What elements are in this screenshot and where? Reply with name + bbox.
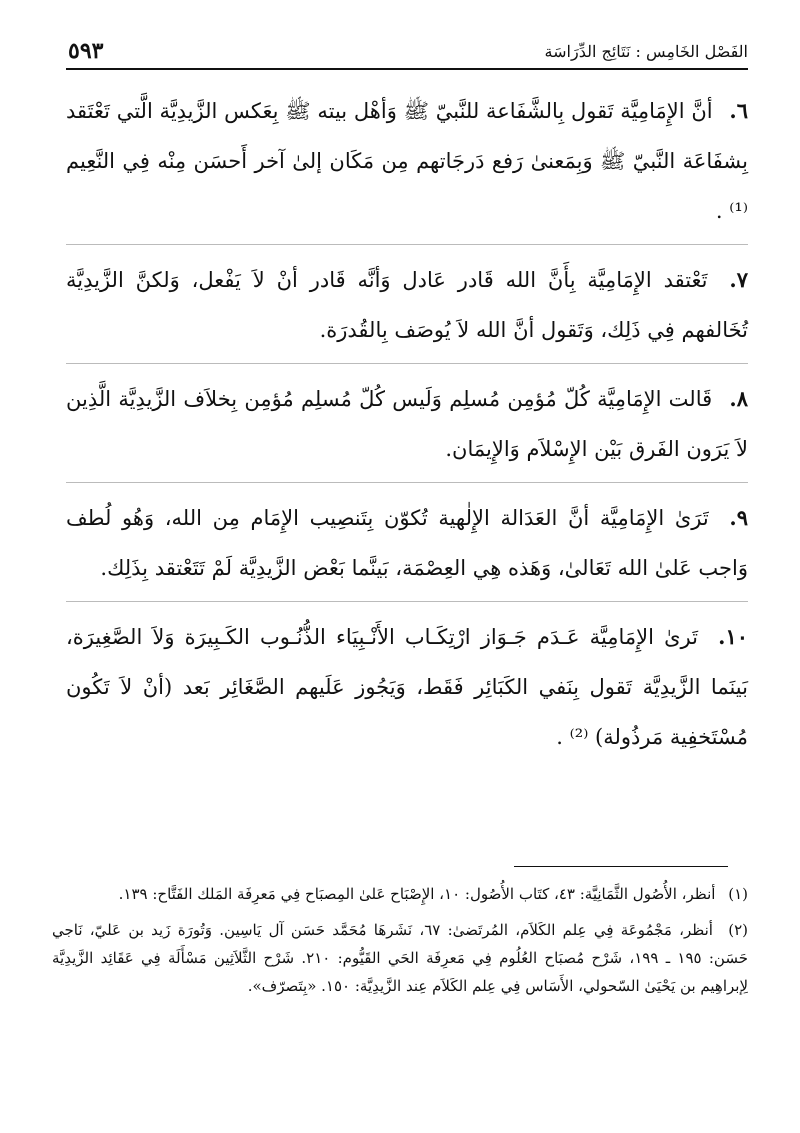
footnote-rule (514, 866, 728, 867)
list-item (66, 612, 748, 762)
item-number: ٧. (729, 267, 748, 292)
page-header (68, 28, 748, 68)
divider (66, 601, 748, 602)
main-text (66, 86, 748, 770)
divider (66, 482, 748, 483)
item-number: ٨. (729, 386, 748, 411)
divider (66, 363, 748, 364)
item-text: قَالت الإِمَامِيَّة كُلّ مُؤمِن مُسلِم وَلَيس كُلّ مُسلِم مُؤمِن بِخلاَف الزَّيدِيَّة الَّذِين لاَ يَرَون الفَرق بَيْن الإِسْلاَم وَالإِيمَان. (66, 387, 748, 461)
footnote-text: أنظر، مَجْمُوعَة فِي عِلم الكَلاَم، المُرتَضىٰ: ٦٧، نَشَرهَا مُحَمَّد حَسَن آل يَاسِين. وَتُورَة زَيد بن عَليّ، نَاجي حَسَن: ١٩٥ ـ ١٩٩، شَرْح مُصبَاح العُلُوم فِي مَعرِفَة الحَي القَيُّوم: ٢١٠. شَرْح الثَّلاَثِين مَسْأَلَة فِي عَقَائِد الزَّيدِيَّة لِإبراهِيم بن يَحْيَىٰ السّحولي، الأَسَاس فِي عِلم الكَلاَم عِند الزَّيدِيَّة: ١٥٠. «بِتَصرّف». (52, 921, 748, 995)
list-item (66, 374, 748, 474)
footnote-number: (١) (728, 885, 748, 903)
footnotes (52, 880, 748, 1008)
footnote-number: (٢) (728, 921, 748, 939)
item-number: ٩. (729, 505, 748, 530)
item-text: أنَّ الإِمَامِيَّة تَقول بِالشَّفَاعة للنَّبيّ ﷺ وَأهْل بيته ﷺ بِعَكس الزَّيدِيَّة الَّتي تَعْتَقد بِشفَاعَة النَّبيّ ﷺ وَبِمَعنىٰ رَفع دَرجَاتهم مِن مَكَان إلىٰ آخر أَحسَن مِنْه فِي النَّعِيم ⁽¹⁾ . (66, 99, 748, 223)
item-text: تَعْتقد الإِمَامِيَّة بِأَنَّ الله قَادر عَادل وَأنَّه قَادر أنْ لاَ يَفْعل، وَلكنَّ الزَّيدِيَّة تُخَالفهم فِي ذَلِك، وَتَقول أنَّ الله لاَ يُوصَف بِالقُدرَة. (66, 268, 748, 342)
list-item (66, 255, 748, 355)
item-number: ١٠. (718, 624, 748, 649)
page-number: ٥٩٣ (68, 38, 104, 64)
item-text: تَرَىٰ الإِمَامِيَّة أنَّ العَدَالة الإِلٰهية تُكوّن بِتَنصِيب الإِمَام مِن الله، وَهُو لُطف وَاجب عَلىٰ الله تَعَالىٰ، وَهَذه هِي العِصْمَة، بَينَّما بَعْض الزَّيدِيَّة لَمْ تَتَعْتقد بِذَلِك. (66, 506, 748, 580)
item-text: تَرىٰ الإِمَامِيَّة عَـدَم جَـوَاز ارْتِكَـاب الأَنْـبِيَاء الذُّنُـوب الكَـبِيرَة وَلاَ الصَّغِيرَة، بَينَما الزَّيدِيَّة تَقول بِنَفي الكَبَائِر فَقَط، وَيَجُوز عَلَيهم الصَّغَائِر بَعد (أنْ لاَ تَكُون مُسْتَخفِية مَرذُولة) ⁽²⁾ . (66, 625, 748, 749)
footnote (52, 880, 748, 908)
divider (66, 244, 748, 245)
header-rule (66, 68, 748, 70)
list-item (66, 86, 748, 236)
list-item (66, 493, 748, 593)
item-number: ٦. (729, 98, 748, 123)
footnote (52, 916, 748, 1000)
running-title: الفَصْل الخَامِس : نَتَائِج الدِّرَاسَة (544, 42, 748, 61)
footnote-text: أنظر، الأُصُول الثَّمَانِيَّة: ٤٣، كتَاب الأُصُول: ١٠، الإِصْبَاح عَلىٰ المِصبَاح فِي مَعرِفَة المَلك الفَتَّاح: ١٣٩. (118, 885, 716, 903)
